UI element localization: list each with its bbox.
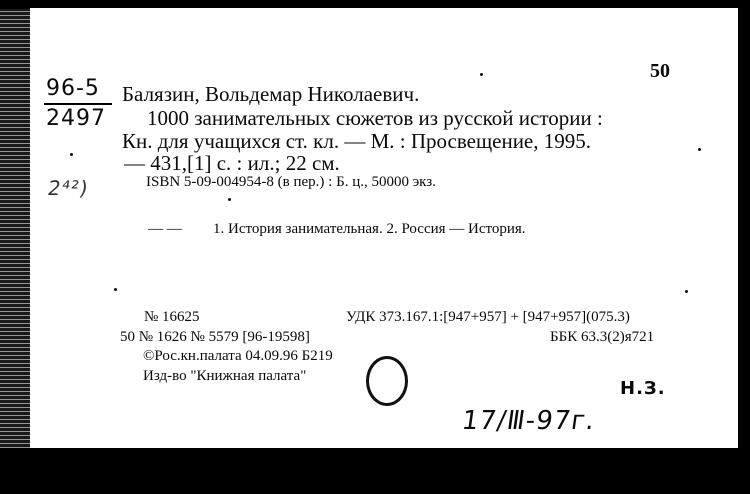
- catalog-card: [30, 8, 738, 448]
- smudge-mark: 2⁴²): [45, 176, 91, 200]
- circle-stamp: [366, 356, 408, 406]
- title-line-2: Кн. для учащихся ст. кл. — М. : Просвещение, 1995.: [122, 129, 592, 153]
- shelf-mark-bottom: 2497: [46, 106, 106, 131]
- scan-speck: [70, 153, 73, 156]
- shelf-mark-divider: [44, 103, 112, 105]
- scan-speck: [698, 148, 701, 151]
- author-heading: Балязин, Вольдемар Николаевич.: [122, 82, 420, 106]
- page-number: 50: [650, 60, 670, 82]
- scan-border-left: [0, 0, 34, 494]
- scan-border-bottom: [0, 448, 750, 494]
- title-line-3: — 431,[1] с. : ил.; 22 см.: [124, 151, 340, 175]
- book-chamber-line: ©Рос.кн.палата 04.09.96 Б219: [143, 348, 333, 364]
- handwritten-initials: Н.З.: [620, 378, 666, 399]
- card-number-2: 50 № 1626 № 5579 [96-19598]: [120, 329, 310, 345]
- subjects-dashes: — —: [148, 221, 182, 237]
- scan-speck: [685, 290, 688, 293]
- handwritten-date: 17/Ⅲ-97г.: [459, 406, 598, 436]
- card-number-1: № 16625: [144, 309, 200, 325]
- subjects-line: 1. История занимательная. 2. Россия — История.: [213, 221, 526, 237]
- title-line-1: 1000 занимательных сюжетов из русской истории :: [147, 106, 603, 130]
- shelf-mark-top: 96-5: [46, 76, 100, 101]
- udc-code: УДК 373.167.1:[947+957] + [947+957](075.3): [346, 309, 630, 325]
- isbn-line: ISBN 5-09-004954-8 (в пер.) : Б. ц., 50000 экз.: [146, 174, 436, 190]
- publisher-line: Изд-во "Книжная палата": [143, 368, 307, 384]
- scan-speck: [114, 288, 117, 291]
- scan-speck: [480, 73, 483, 76]
- scan-speck: [228, 198, 231, 201]
- bbk-code: ББК 63.3(2)я721: [550, 329, 655, 345]
- scan-border-right: [738, 0, 750, 494]
